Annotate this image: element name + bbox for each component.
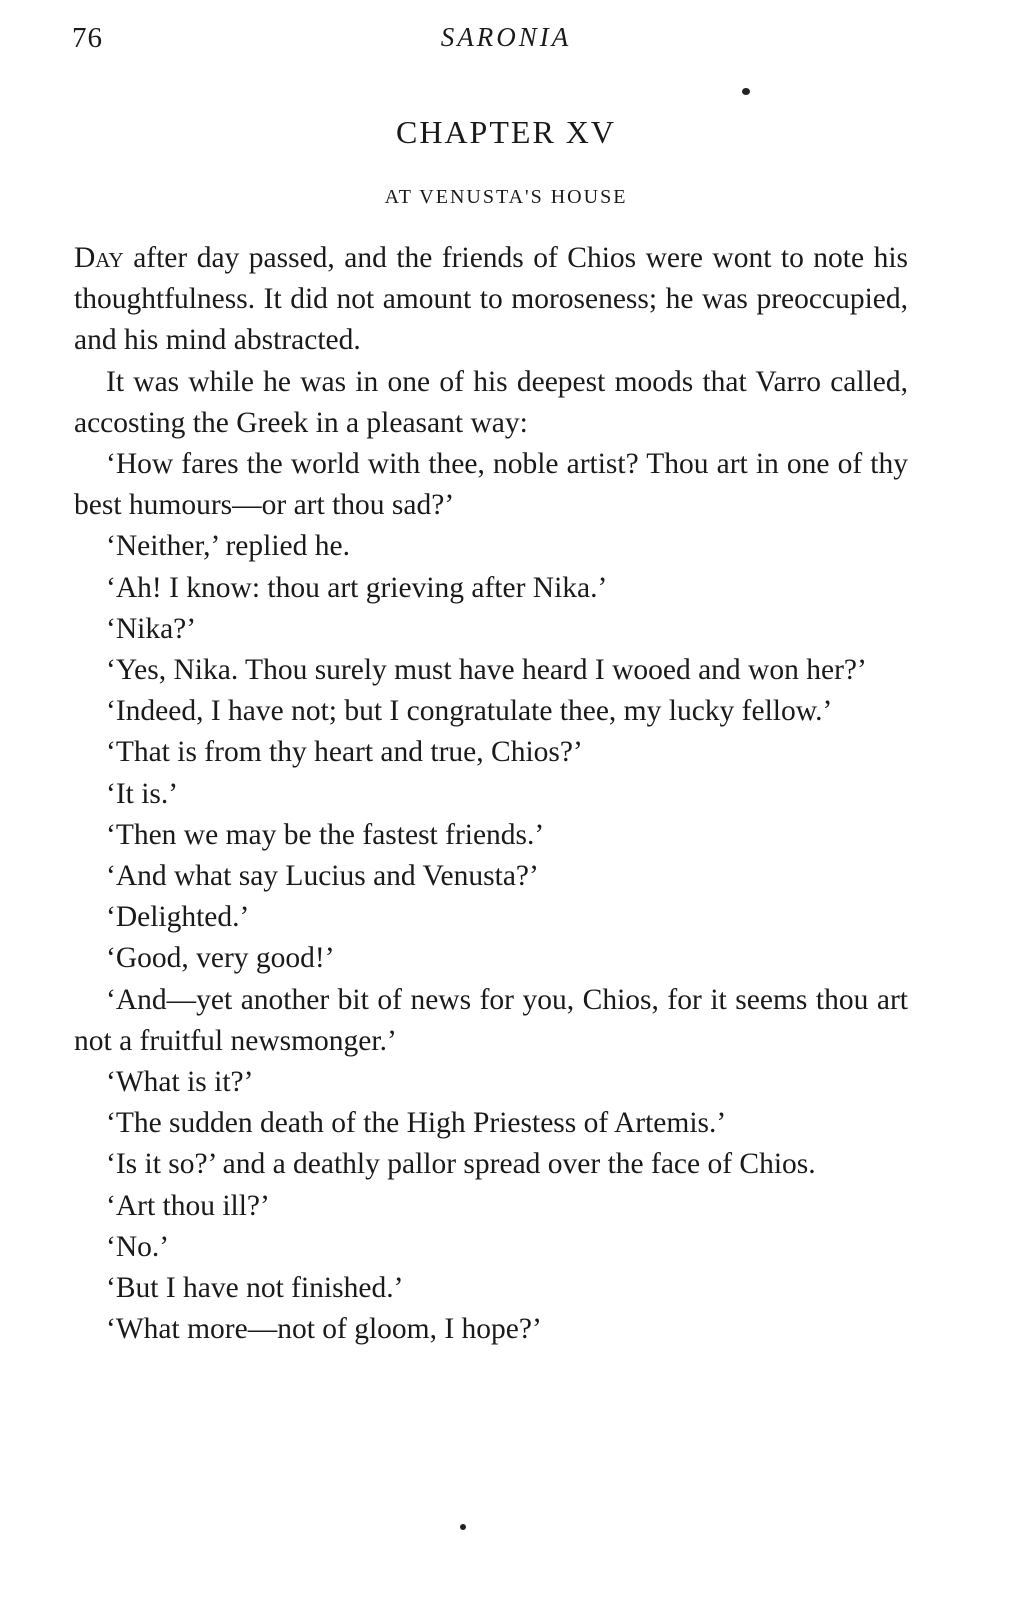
opening-word: Day (74, 242, 124, 274)
page-number: 76 (72, 22, 103, 54)
paragraph: ‘Ah! I know: thou art grieving after Nika.’ (106, 571, 608, 604)
chapter-subtitle: AT VENUSTA'S HOUSE (384, 186, 628, 208)
paragraph: ‘But I have not finished.’ (106, 1272, 404, 1305)
opening-paragraph (74, 238, 908, 362)
paragraph: ‘How fares the world with thee, noble artist? Thou art in one of thy best humours—or art thou sad?’ (74, 448, 908, 522)
paragraph: ‘Art thou ill?’ (106, 1189, 270, 1222)
paragraph: ‘Good, very good!’ (106, 942, 335, 975)
paragraph: It was while he was in one of his deepest moods that Varro called, accosting the Greek in a pleasant way: (74, 365, 908, 439)
paragraph: ‘It is.’ (106, 777, 179, 810)
chapter-title: CHAPTER XV (395, 114, 616, 150)
paragraph: ‘Is it so?’ and a deathly pallor spread over the face of Chios. (106, 1148, 816, 1181)
paragraph: ‘What is it?’ (106, 1066, 254, 1099)
ink-speck (460, 1524, 466, 1530)
paragraph: ‘Yes, Nika. Thou surely must have heard I wooed and won her?’ (106, 654, 867, 687)
ink-speck (742, 88, 750, 95)
paragraph: ‘Then we may be the fastest friends.’ (106, 818, 545, 851)
paragraph: ‘The sudden death of the High Priestess of Artemis.’ (106, 1107, 727, 1140)
paragraph: ‘Delighted.’ (106, 901, 250, 934)
paragraph: ‘Indeed, I have not; but I congratulate thee, my lucky fellow.’ (106, 695, 833, 728)
paragraph: ‘What more—not of gloom, I hope?’ (106, 1313, 542, 1346)
paragraph: ‘No.’ (106, 1230, 170, 1263)
running-title: SARONIA (440, 22, 572, 52)
paragraph: ‘That is from thy heart and true, Chios?’ (106, 736, 583, 769)
paragraph: ‘Nika?’ (106, 612, 197, 645)
paragraph: ‘And—yet another bit of news for you, Chios, for it seems thou art not a fruitful newsmonger.’ (74, 983, 908, 1057)
paragraph: ‘And what say Lucius and Venusta?’ (106, 860, 539, 893)
opening-text: after day passed, and the friends of Chios were wont to note his thoughtfulness. It did not amount to moroseness; he was preoccupied, and his mind abstracted. (74, 242, 908, 357)
body-text (74, 238, 908, 1350)
paragraph: ‘Neither,’ replied he. (106, 530, 350, 563)
